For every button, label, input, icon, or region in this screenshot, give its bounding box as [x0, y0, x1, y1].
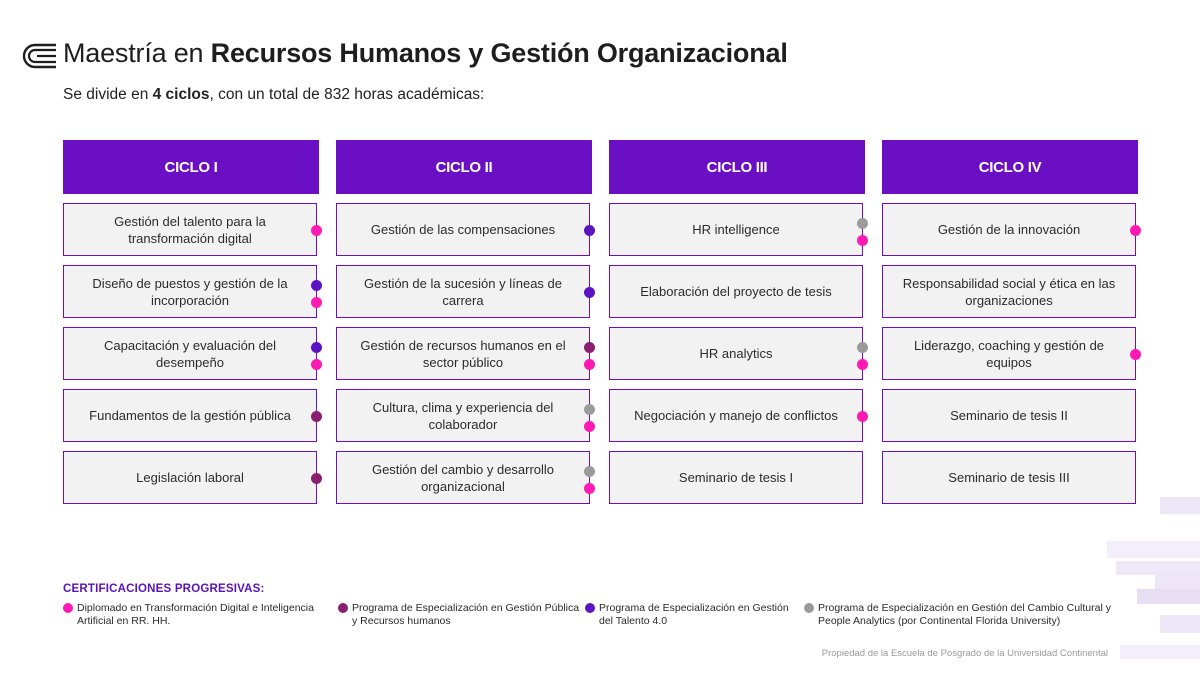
course-box: [336, 451, 590, 504]
legend-item-people-analytics: [804, 602, 1111, 628]
legend-item-diplomado: [63, 602, 314, 628]
course-name: Capacitación y evaluación del desempeño: [104, 337, 276, 370]
course-box: [336, 327, 590, 380]
magenta-dot-icon: [584, 359, 595, 370]
grey-dot-icon: [857, 342, 868, 353]
cycle-column: [609, 140, 865, 485]
legend-text: y Recursos humanos: [352, 615, 451, 627]
cycle-column: [882, 140, 1138, 485]
decorative-bar: [1120, 645, 1200, 659]
course-box: [336, 389, 590, 442]
legend-text: Diplomado en Transformación Digital e Inteligencia: [77, 602, 314, 614]
plum-dot-icon: [311, 411, 322, 422]
course-name: Gestión de recursos humanos en el sector público: [360, 337, 566, 370]
decorative-bar: [1107, 541, 1200, 558]
certifications-title: CERTIFICACIONES PROGRESIVAS:: [63, 583, 265, 595]
course-name: Responsabilidad social y ética en las organizaciones: [902, 275, 1116, 308]
course-box: [882, 265, 1136, 318]
legend-text: People Analytics (por Continental Florida University): [818, 615, 1061, 627]
plum-dot-icon: [311, 473, 322, 484]
course-box: [609, 451, 863, 504]
grey-dot-icon: [857, 218, 868, 229]
legend-text: Artificial en RR. HH.: [77, 615, 171, 627]
violet-dot-icon: [311, 342, 322, 353]
course-name: Fundamentos de la gestión pública: [89, 408, 291, 423]
decorative-bar: [1137, 589, 1200, 604]
cycle-header: CICLO III: [609, 140, 865, 194]
page-subtitle: Se divide en 4 ciclos, con un total de 832 horas académicas:: [63, 86, 485, 103]
course-box: [609, 265, 863, 318]
course-name: Diseño de puestos y gestión de la incorporación: [92, 275, 288, 308]
course-name: Legislación laboral: [136, 470, 244, 485]
magenta-dot-icon: [857, 411, 868, 422]
legend-item-gestion-publica: [338, 602, 579, 628]
magenta-dot-icon: [857, 359, 868, 370]
magenta-dot-icon: [1130, 349, 1141, 360]
course-box: [609, 203, 863, 256]
grey-dot-icon: [804, 603, 814, 613]
plum-dot-icon: [584, 342, 595, 353]
decorative-bar: [1155, 572, 1200, 589]
violet-dot-icon: [585, 603, 595, 613]
cycle-header: CICLO IV: [882, 140, 1138, 194]
course-box: [882, 327, 1136, 380]
magenta-dot-icon: [63, 603, 73, 613]
cycle-header: CICLO II: [336, 140, 592, 194]
course-name: HR analytics: [699, 346, 773, 361]
course-name: Seminario de tesis II: [950, 408, 1068, 423]
legend-text: del Talento 4.0: [599, 615, 668, 627]
footer-copyright: Propiedad de la Escuela de Posgrado de la Universidad Continental: [821, 648, 1108, 659]
violet-dot-icon: [311, 280, 322, 291]
grey-dot-icon: [584, 466, 595, 477]
course-box: [609, 327, 863, 380]
course-name: Elaboración del proyecto de tesis: [640, 284, 832, 299]
course-box: [609, 389, 863, 442]
cycle-column: [336, 140, 592, 494]
continental-logo-icon: [22, 43, 58, 69]
magenta-dot-icon: [311, 225, 322, 236]
course-name: Seminario de tesis I: [678, 470, 794, 485]
course-box: [63, 451, 317, 504]
course-name: Gestión de las compensaciones: [370, 222, 556, 237]
magenta-dot-icon: [584, 421, 595, 432]
grey-dot-icon: [584, 404, 595, 415]
course-name: Cultura, clima y experiencia del colaborador: [372, 399, 554, 432]
cycle-header: CICLO I: [63, 140, 319, 194]
course-box: [63, 265, 317, 318]
legend-item-gestion-talento: [585, 602, 789, 628]
course-box: [63, 389, 317, 442]
course-name: Seminario de tesis III: [948, 470, 1070, 485]
course-name: Gestión del cambio y desarrollo organizacional: [371, 461, 555, 494]
course-name: Negociación y manejo de conflictos: [634, 408, 838, 423]
magenta-dot-icon: [311, 359, 322, 370]
course-name: Gestión del talento para la transformación digital: [114, 213, 266, 246]
violet-dot-icon: [584, 225, 595, 236]
course-box: [882, 203, 1136, 256]
magenta-dot-icon: [311, 297, 322, 308]
magenta-dot-icon: [1130, 225, 1141, 236]
decorative-bar: [1160, 497, 1200, 514]
course-name: Gestión de la innovación: [937, 222, 1081, 237]
course-box: [63, 327, 317, 380]
magenta-dot-icon: [857, 235, 868, 246]
magenta-dot-icon: [584, 483, 595, 494]
course-box: [882, 451, 1136, 504]
legend-text: Programa de Especialización en Gestión Pública: [352, 602, 580, 614]
course-box: [882, 389, 1136, 442]
course-name: HR intelligence: [692, 222, 780, 237]
course-box: [336, 265, 590, 318]
course-box: [63, 203, 317, 256]
violet-dot-icon: [584, 287, 595, 298]
page-title: Maestría en Recursos Humanos y Gestión Organizacional: [63, 38, 788, 68]
course-name: Gestión de la sucesión y líneas de carrera: [363, 275, 562, 308]
course-name: Liderazgo, coaching y gestión de equipos: [913, 337, 1105, 370]
plum-dot-icon: [338, 603, 348, 613]
decorative-bar: [1160, 615, 1200, 633]
legend-text: Programa de Especialización en Gestión del Cambio Cultural y: [818, 602, 1111, 614]
legend-text: Programa de Especialización en Gestión: [599, 602, 789, 614]
course-box: [336, 203, 590, 256]
cycle-column: [63, 140, 319, 485]
